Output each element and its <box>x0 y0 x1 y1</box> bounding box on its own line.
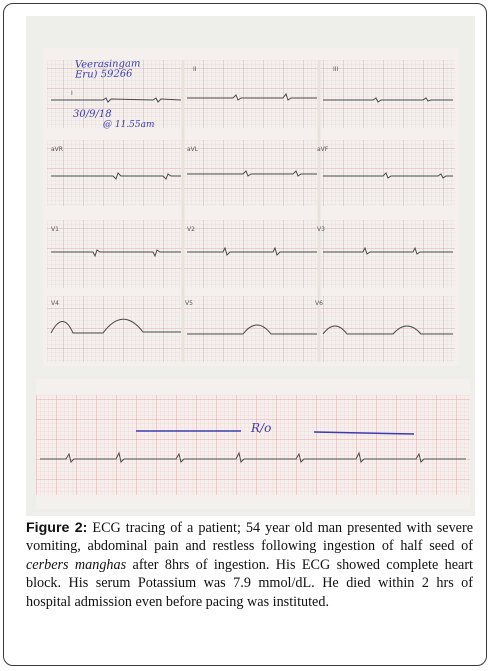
ecg-date: 30/9/18 <box>73 109 112 120</box>
lead-label-avr: aVR <box>51 146 63 153</box>
lead-label-i: I <box>71 90 73 97</box>
figure-caption <box>26 519 473 611</box>
lead-label-v1: V1 <box>51 226 59 233</box>
lead-label-iii: III <box>333 66 339 73</box>
lead-label-v6: V6 <box>315 300 323 307</box>
patient-ward: Eru) <box>74 69 98 81</box>
caption-text-after: after 8hrs of ingestion. His ECG showed complete heart block. His serum Potassium was 7.9 mmol/dL. He died within 2 hrs of hospital admission even before pacing was instituted. <box>26 556 473 610</box>
patient-number: 59266 <box>100 68 133 81</box>
caption-species: cerbers manghas <box>26 556 127 573</box>
lead-label-v5: V5 <box>185 300 193 307</box>
figure-label: Figure 2: <box>26 520 88 536</box>
lead-label-v4: V4 <box>51 300 59 307</box>
lead-label-avl: aVL <box>187 146 199 153</box>
ecg-photograph <box>26 16 475 516</box>
patient-name: Veerasingam <box>74 58 141 71</box>
rhythm-strip <box>36 379 470 509</box>
lead-label-ii: II <box>193 66 197 73</box>
caption-text-before: ECG tracing of a patient; 54 year old man presented with severe vomiting, abdominal pain and restless following ingestion of half seed of <box>26 520 473 555</box>
ecg-12-lead-sheet <box>43 48 459 366</box>
rhythm-annotation: R/o <box>251 421 272 435</box>
ecg-12-lead-grid <box>43 48 459 366</box>
ecg-row-3 <box>47 220 455 288</box>
lead-label-avf: aVF <box>317 146 329 153</box>
ecg-row-4 <box>47 296 455 362</box>
ecg-row-2 <box>47 140 455 206</box>
figure-frame <box>3 3 487 666</box>
rhythm-strip-grid <box>36 379 470 509</box>
ecg-time: @ 11.55am <box>103 120 155 130</box>
lead-label-v2: V2 <box>187 226 195 233</box>
lead-label-v3: V3 <box>317 226 325 233</box>
